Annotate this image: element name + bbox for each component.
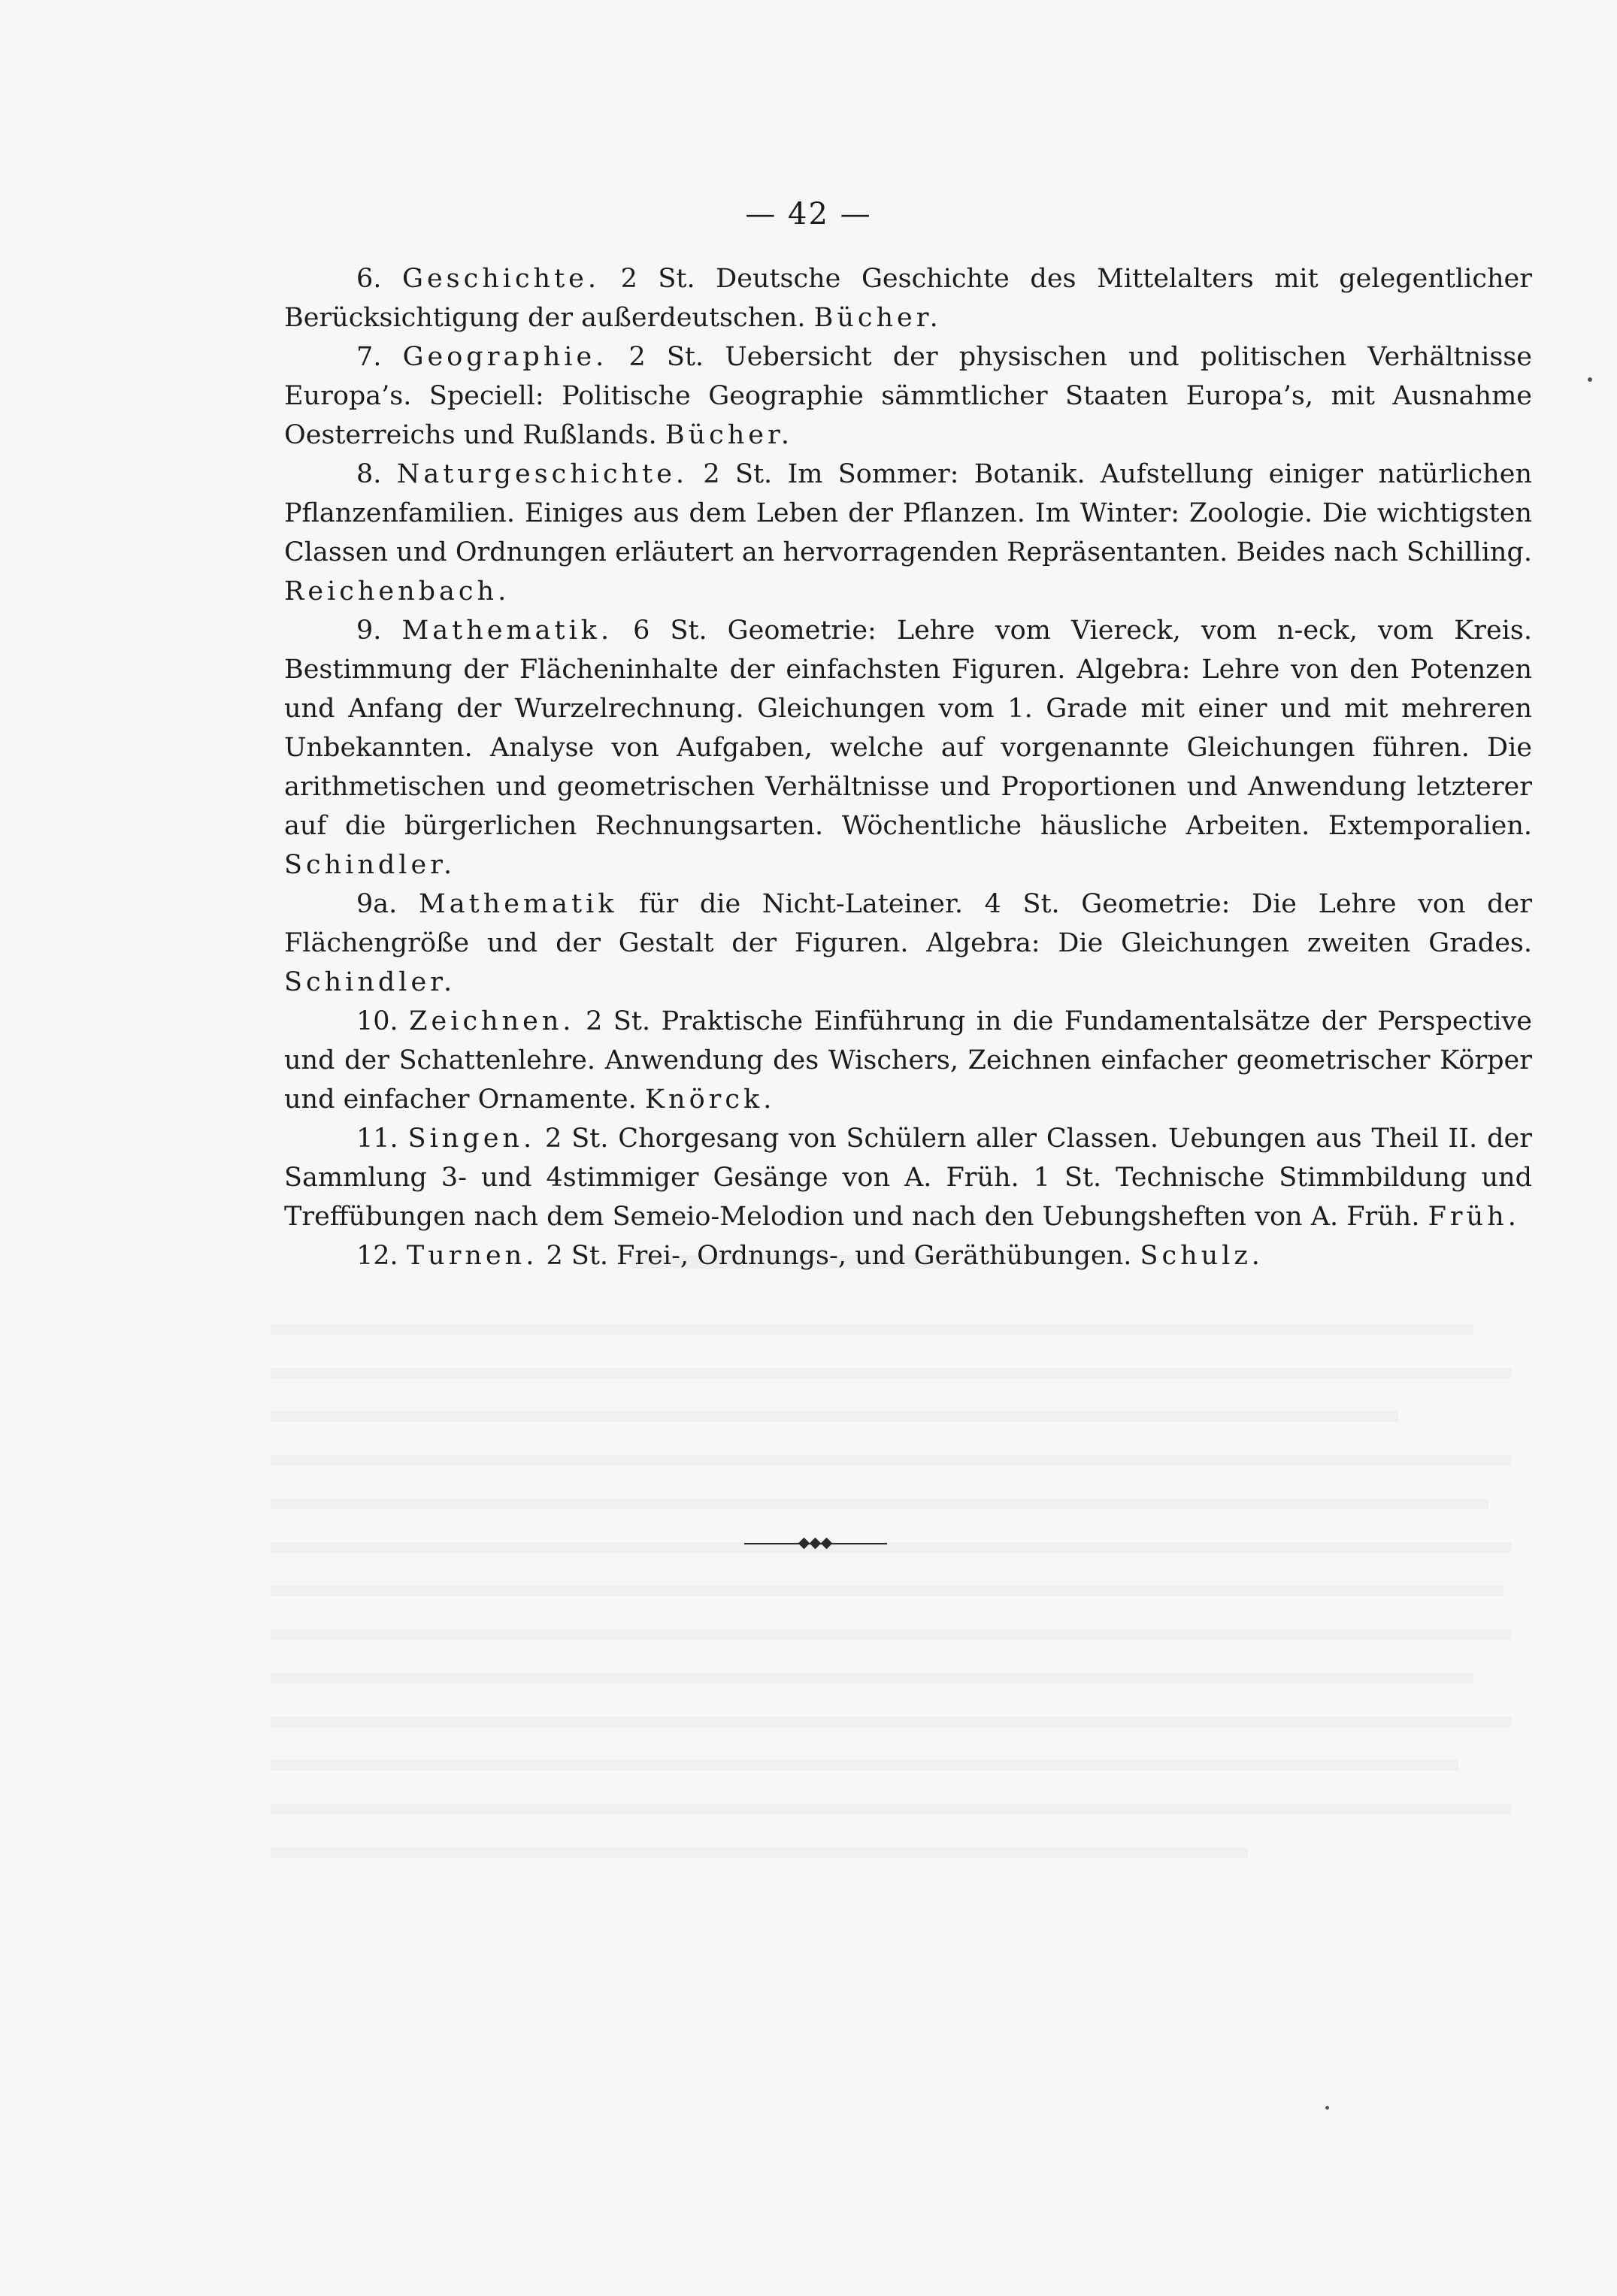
paragraph-mathematik-nicht-lateiner bbox=[284, 885, 1532, 1002]
item-description: 2 St. Praktische Einführung in die Fundamentalsätze der Perspective und der Schattenlehre. Anwendung des Wischers, Zeichnen einfacher geometrischer Körper und einfacher Ornamente. bbox=[284, 1006, 1532, 1115]
teacher-name: Bücher. bbox=[813, 303, 942, 333]
item-description: 2 St. Chorgesang von Schülern aller Classen. Uebungen aus Theil II. der Sammlung 3- und 4stimmiger Gesänge von A. Früh. 1 St. Technische Stimmbildung und Treffübungen nach dem Semeio-Melodion und nach den Uebungsheften von A. Früh. bbox=[284, 1124, 1532, 1232]
teacher-name: Schindler. bbox=[284, 967, 456, 997]
paragraph-mathematik bbox=[284, 611, 1532, 885]
item-number: 12. bbox=[356, 1241, 398, 1271]
teacher-name: Früh. bbox=[1428, 1202, 1520, 1232]
subject-title: Singen. bbox=[407, 1124, 536, 1154]
item-number: 8. bbox=[356, 459, 382, 489]
paragraph-naturgeschichte bbox=[284, 455, 1532, 611]
subject-title: Mathematik. bbox=[401, 616, 613, 646]
curriculum-text bbox=[284, 259, 1532, 1275]
subject-title: Zeichnen. bbox=[409, 1006, 575, 1036]
paragraph-zeichnen bbox=[284, 1002, 1532, 1119]
teacher-name: Reichenbach. bbox=[284, 576, 510, 607]
teacher-name: Schulz. bbox=[1140, 1241, 1264, 1271]
item-description: 2 St. Frei-, Ordnungs-, und Geräthübungen. bbox=[537, 1241, 1140, 1271]
diamond-ornament-icon bbox=[810, 1538, 822, 1550]
subject-title: Naturgeschichte. bbox=[396, 459, 689, 489]
teacher-name: Knörck. bbox=[644, 1084, 776, 1115]
paragraph-geographie bbox=[284, 337, 1532, 455]
diamond-ornament-icon bbox=[821, 1538, 833, 1550]
item-number: 10. bbox=[356, 1006, 398, 1036]
item-description: 6 St. Geometrie: Lehre vom Viereck, vom n-eck, vom Kreis. Bestimmung der Flächeninhalte der einfachsten Figuren. Algebra: Lehre von den Potenzen und Anfang der Wurzelrechnung. Gleichungen vom 1. Grade mit einer und mit mehreren Unbekannten. Analyse von Aufgaben, welche auf vorgenannte Gleichungen führen. Die arithmetischen und geometrischen Verhältnisse und Proportionen und Anwendung letzterer auf die bürgerlichen Rechnungsarten. Wöchentliche häusliche Arbeiten. Extemporalien. bbox=[284, 616, 1532, 841]
paragraph-singen bbox=[284, 1119, 1532, 1236]
item-description: 2 St. Uebersicht der physischen und politischen Verhältnisse Europa’s. Speciell: Politische Geographie sämmtlicher Staaten Europa’s, mit Ausnahme Oesterreichs und Rußlands. bbox=[284, 342, 1532, 450]
paper-speck bbox=[1588, 377, 1592, 382]
item-description: 2 St. Deutsche Geschichte des Mittelalters mit gelegentlicher Berücksichtigung der außerdeutschen. bbox=[284, 264, 1532, 333]
diamond-ornament-icon bbox=[798, 1538, 810, 1550]
item-number: 9. bbox=[356, 616, 382, 646]
item-description: 2 St. Im Sommer: Botanik. Aufstellung einiger natürlichen Pflanzenfamilien. Einiges aus dem Leben der Pflanzen. Im Winter: Zoologie. Die wichtigsten Classen und Ordnungen erläutert an hervorragenden Repräsentanten. Beides nach Schilling. bbox=[284, 459, 1532, 567]
item-number: 6. bbox=[356, 264, 382, 294]
item-number: 9a. bbox=[356, 889, 398, 919]
teacher-name: Schindler. bbox=[284, 850, 456, 880]
item-description: für die Nicht-Lateiner. 4 St. Geometrie: Die Lehre von der Flächengröße und der Gestalt der Figuren. Algebra: Die Gleichungen zweiten Grades. bbox=[284, 889, 1532, 958]
page-number: — 42 — bbox=[745, 197, 872, 231]
paragraph-turnen bbox=[284, 1236, 1532, 1275]
subject-title: Geschichte. bbox=[401, 264, 601, 294]
paper-speck bbox=[1325, 2106, 1329, 2110]
teacher-name: Bücher. bbox=[665, 420, 793, 450]
ornamental-divider bbox=[744, 1538, 887, 1549]
show-through-texture bbox=[271, 1308, 1549, 2059]
subject-title: Turnen. bbox=[406, 1241, 538, 1271]
item-number: 7. bbox=[356, 342, 382, 372]
subject-title: Mathematik bbox=[418, 889, 618, 919]
item-number: 11. bbox=[356, 1124, 398, 1154]
subject-title: Geographie. bbox=[402, 342, 608, 372]
paragraph-geschichte bbox=[284, 259, 1532, 337]
